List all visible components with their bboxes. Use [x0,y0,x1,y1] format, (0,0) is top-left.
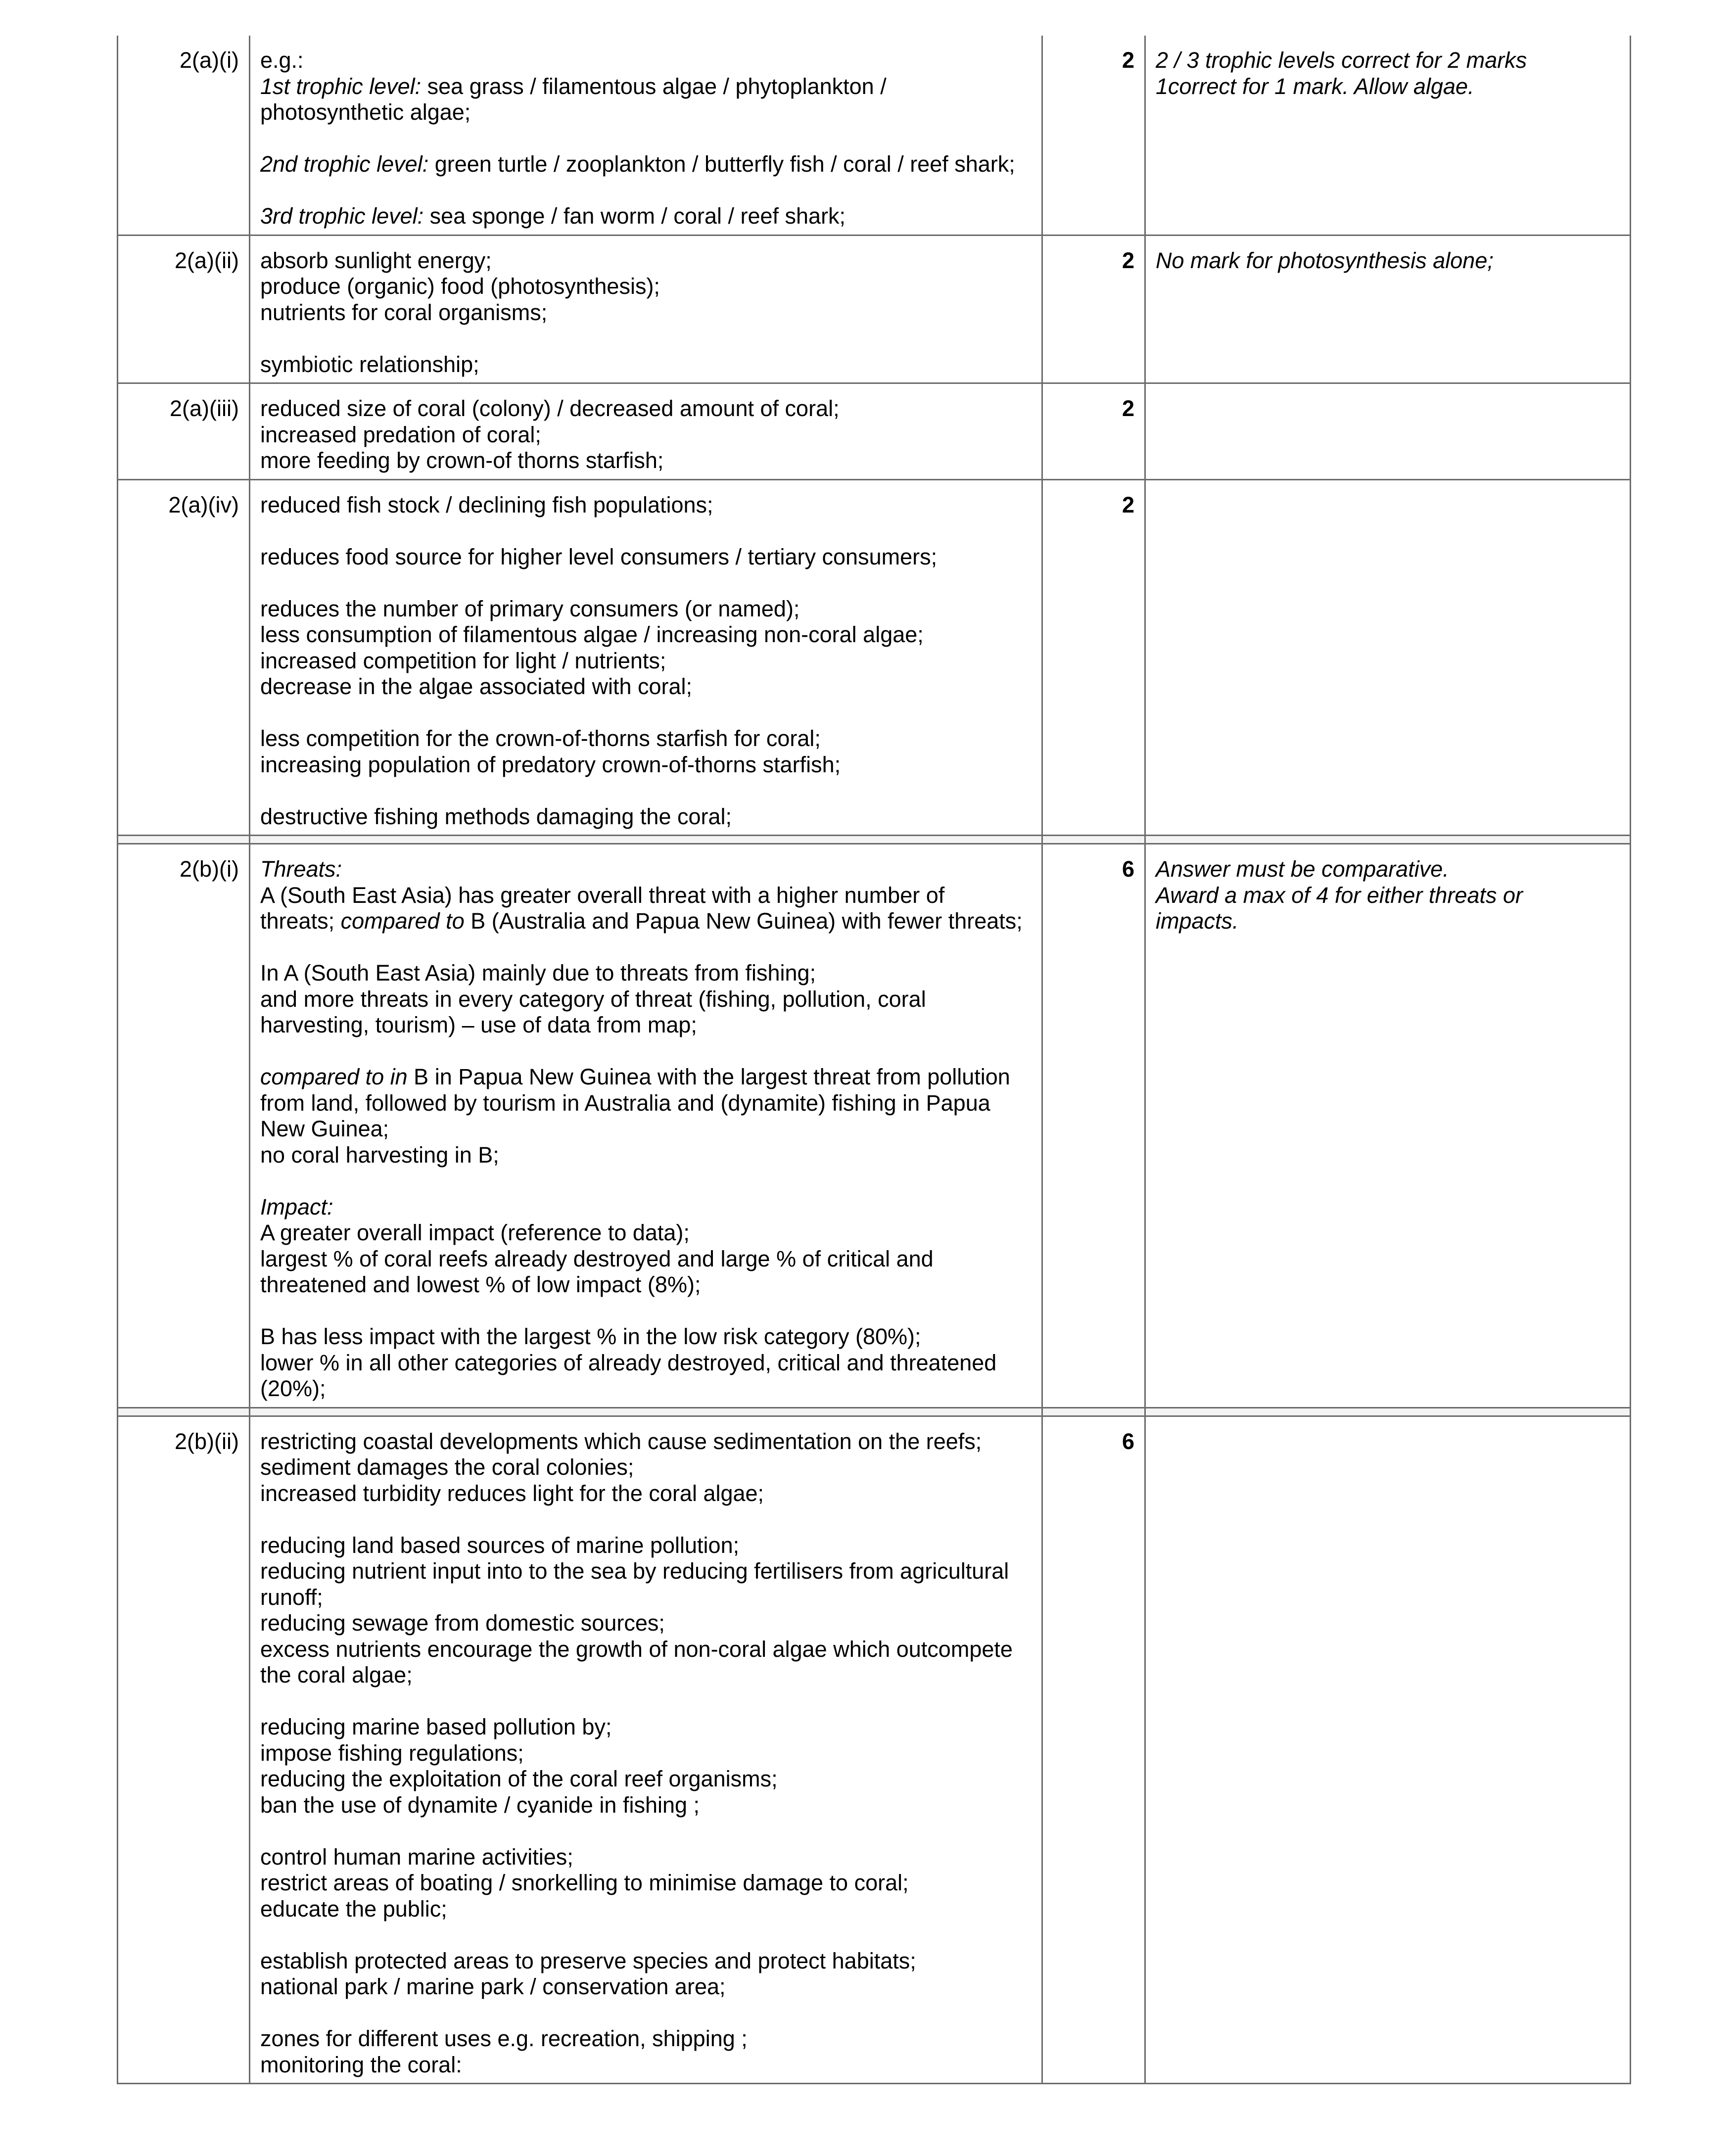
answer-text: e.g.: [260,47,304,73]
answer-paragraph [260,1844,1032,1922]
answer-text: B (Australia and Papua New Guinea) with fewer threats; [464,908,1023,934]
marks-value: 2 [1042,36,1145,235]
guidance-cell [1145,1416,1631,2084]
answer-line [260,99,1032,126]
answer-line [260,1585,1032,1611]
answer-paragraph [260,1194,1032,1298]
answer-text: impose fishing regulations; [260,1740,524,1766]
italic-text: Threats: [260,856,342,882]
marks-value: 2 [1042,235,1145,383]
answer-paragraph [260,726,1032,778]
answer-text: reduced fish stock / declining fish populations; [260,492,713,517]
answer-text: destructive fishing methods damaging the coral; [260,803,732,829]
guidance-line: impacts. [1156,908,1239,934]
answer-cell [250,383,1042,480]
answer-paragraph [260,1533,1032,1688]
answer-text: lower % in all other categories of already destroyed, critical and threatened [260,1350,997,1375]
answer-paragraph [260,203,1032,230]
answer-text: and more threats in every category of threat (fishing, pollution, coral [260,986,926,1012]
answer-paragraph [260,352,1032,378]
answer-text: nutrients for coral organisms; [260,299,548,325]
answer-text: no coral harvesting in B; [260,1142,499,1168]
answer-line [260,2026,1032,2052]
answer-text: decrease in the algae associated with coral; [260,674,693,699]
answer-text: from land, followed by tourism in Australia and (dynamite) fishing in Papua [260,1090,990,1116]
answer-line [260,1792,1032,1819]
answer-line [260,1481,1032,1507]
answer-paragraph [260,1064,1032,1168]
answer-line [260,648,1032,674]
answer-line [260,151,1032,178]
answer-line [260,986,1032,1013]
question-number: 2(b)(i) [118,844,250,1408]
answer-paragraph [260,1324,1032,1402]
answer-text: threatened and lowest % of low impact (8%); [260,1272,701,1297]
answer-line [260,883,1032,909]
marks-value: 2 [1042,383,1145,480]
marks-value: 6 [1042,844,1145,1408]
table-row [118,1416,1631,2084]
answer-text: monitoring the coral: [260,2052,462,2077]
answer-line [260,1637,1032,1663]
guidance-cell [1145,235,1631,383]
answer-line [260,1974,1032,2000]
answer-line [260,1272,1032,1298]
question-number: 2(a)(ii) [118,235,250,383]
answer-text: symbiotic relationship; [260,351,479,377]
answer-text: (20%); [260,1376,326,1401]
answer-text: ban the use of dynamite / cyanide in fishing ; [260,1792,700,1818]
answer-line [260,300,1032,326]
answer-line [260,1194,1032,1220]
answer-text: A greater overall impact (reference to data); [260,1220,690,1245]
answer-line [260,422,1032,448]
answer-line [260,1246,1032,1272]
answer-text: New Guinea; [260,1116,389,1141]
answer-text: increasing population of predatory crown-of-thorns starfish; [260,751,841,777]
answer-cell [250,36,1042,235]
answer-text: restrict areas of boating / snorkelling to minimise damage to coral; [260,1870,909,1895]
answer-line [260,1064,1032,1090]
divider-cell [118,836,250,844]
answer-line [260,1090,1032,1117]
divider-cell [1145,1407,1631,1416]
answer-line [260,726,1032,752]
question-number: 2(b)(ii) [118,1416,250,2084]
answer-text: zones for different uses e.g. recreation, shipping ; [260,2026,748,2051]
section-divider [118,836,1631,844]
answer-text: less competition for the crown-of-thorns starfish for coral; [260,726,821,751]
italic-text: 3rd trophic level: [260,203,424,229]
answer-text: reducing the exploitation of the coral reef organisms; [260,1766,778,1791]
mark-scheme-table [117,36,1631,2084]
answer-line [260,544,1032,570]
answer-paragraph [260,248,1032,326]
guidance-cell [1145,383,1631,480]
answer-line [260,1844,1032,1871]
table-row [118,383,1631,480]
answer-line [260,856,1032,883]
answer-line [260,1558,1032,1585]
answer-paragraph [260,47,1032,126]
answer-line [260,1948,1032,1974]
answer-line [260,1714,1032,1740]
answer-line [260,1012,1032,1038]
divider-cell [1145,836,1631,844]
answer-line [260,1662,1032,1688]
answer-text: reducing land based sources of marine pollution; [260,1532,740,1558]
mark-scheme-body [118,36,1631,2084]
answer-line [260,203,1032,230]
guidance-line: 1correct for 1 mark. Allow algae. [1156,73,1474,99]
table-row [118,36,1631,235]
answer-line [260,1376,1032,1402]
section-divider [118,1407,1631,1416]
answer-paragraph [260,544,1032,570]
answer-paragraph [260,396,1032,474]
answer-line [260,596,1032,622]
guidance-line: Award a max of 4 for either threats or [1156,882,1523,908]
guidance-cell [1145,844,1631,1408]
italic-text: Impact: [260,1194,333,1219]
answer-text: reducing marine based pollution by; [260,1714,612,1739]
answer-line [260,274,1032,300]
question-number: 2(a)(iii) [118,383,250,480]
guidance-line: Answer must be comparative. [1156,856,1449,882]
italic-text: compared to [340,908,465,934]
answer-line [260,74,1032,100]
marks-value: 2 [1042,479,1145,836]
answer-line [260,1429,1032,1455]
answer-text: absorb sunlight energy; [260,247,492,273]
answer-line [260,1896,1032,1922]
marks-value: 6 [1042,1416,1145,2084]
guidance-cell [1145,36,1631,235]
answer-line [260,1610,1032,1637]
answer-line [260,396,1032,422]
divider-cell [250,836,1042,844]
answer-text: green turtle / zooplankton / butterfly fish / coral / reef shark; [428,151,1015,177]
answer-paragraph [260,1714,1032,1818]
answer-paragraph [260,492,1032,518]
italic-text: compared to in [260,1064,408,1089]
question-number: 2(a)(i) [118,36,250,235]
answer-text: A (South East Asia) has greater overall threat with a higher number of [260,882,945,908]
answer-cell [250,235,1042,383]
answer-line [260,804,1032,830]
answer-text: produce (organic) food (photosynthesis); [260,274,660,299]
answer-paragraph [260,1948,1032,2000]
answer-line [260,2052,1032,2078]
answer-paragraph [260,1429,1032,1507]
answer-cell [250,844,1042,1408]
answer-text: threats; [260,908,341,934]
divider-cell [118,1407,250,1416]
answer-line [260,1142,1032,1169]
answer-text: increased turbidity reduces light for the coral algae; [260,1480,764,1506]
answer-text: control human marine activities; [260,1844,573,1870]
divider-cell [1042,1407,1145,1416]
answer-text: harvesting, tourism) – use of data from map; [260,1012,697,1037]
answer-line [260,1116,1032,1142]
guidance-line: 2 / 3 trophic levels correct for 2 marks [1156,47,1527,73]
mark-scheme-page [117,36,1630,2084]
answer-text: reduces food source for higher level consumers / tertiary consumers; [260,544,938,569]
answer-paragraph [260,804,1032,830]
answer-text: In A (South East Asia) mainly due to threats from fishing; [260,960,816,985]
answer-text: national park / marine park / conservation area; [260,1974,726,1999]
answer-cell [250,479,1042,836]
answer-text: more feeding by crown-of thorns starfish; [260,448,664,473]
guidance-cell [1145,479,1631,836]
answer-line [260,1870,1032,1896]
answer-paragraph [260,960,1032,1038]
answer-text: increased competition for light / nutrients; [260,648,666,673]
answer-line [260,492,1032,518]
answer-text: reduced size of coral (colony) / decreased amount of coral; [260,396,840,421]
table-row [118,479,1631,836]
italic-text: 1st trophic level: [260,73,422,99]
answer-line [260,1220,1032,1246]
answer-line [260,448,1032,474]
answer-text: reducing sewage from domestic sources; [260,1610,665,1636]
answer-line [260,352,1032,378]
question-number: 2(a)(iv) [118,479,250,836]
guidance-line: No mark for photosynthesis alone; [1156,247,1494,273]
answer-line [260,752,1032,778]
answer-text: establish protected areas to preserve species and protect habitats; [260,1948,916,1973]
answer-line [260,908,1032,935]
answer-paragraph [260,2026,1032,2078]
answer-line [260,1740,1032,1767]
answer-text: less consumption of filamentous algae / increasing non-coral algae; [260,622,924,647]
answer-text: excess nutrients encourage the growth of non-coral algae which outcompete [260,1636,1013,1662]
answer-line [260,1533,1032,1559]
answer-line [260,674,1032,700]
answer-line [260,1454,1032,1481]
answer-text: B has less impact with the largest % in the low risk category (80%); [260,1324,921,1349]
answer-text: increased predation of coral; [260,422,541,447]
answer-cell [250,1416,1042,2084]
divider-cell [1042,836,1145,844]
answer-text: B in Papua New Guinea with the largest threat from pollution [407,1064,1010,1089]
answer-line [260,960,1032,986]
answer-line [260,1766,1032,1792]
answer-text: largest % of coral reefs already destroyed and large % of critical and [260,1246,934,1271]
answer-line [260,248,1032,274]
answer-text: runoff; [260,1584,323,1610]
answer-line [260,622,1032,648]
answer-paragraph [260,596,1032,700]
answer-line [260,1350,1032,1376]
answer-line [260,47,1032,74]
answer-text: restricting coastal developments which cause sedimentation on the reefs; [260,1428,982,1454]
divider-cell [250,1407,1042,1416]
answer-text: sea sponge / fan worm / coral / reef shark; [423,203,846,229]
table-row [118,844,1631,1408]
answer-text: sea grass / filamentous algae / phytoplankton / [421,73,887,99]
answer-line [260,1324,1032,1350]
answer-text: educate the public; [260,1896,447,1921]
answer-paragraph [260,856,1032,935]
italic-text: 2nd trophic level: [260,151,429,177]
answer-text: reducing nutrient input into to the sea by reducing fertilisers from agricultural [260,1558,1009,1584]
answer-text: the coral algae; [260,1662,413,1687]
answer-paragraph [260,151,1032,178]
answer-text: sediment damages the coral colonies; [260,1454,634,1480]
table-row [118,235,1631,383]
answer-text: photosynthetic algae; [260,99,471,125]
answer-text: reduces the number of primary consumers (or named); [260,596,800,621]
